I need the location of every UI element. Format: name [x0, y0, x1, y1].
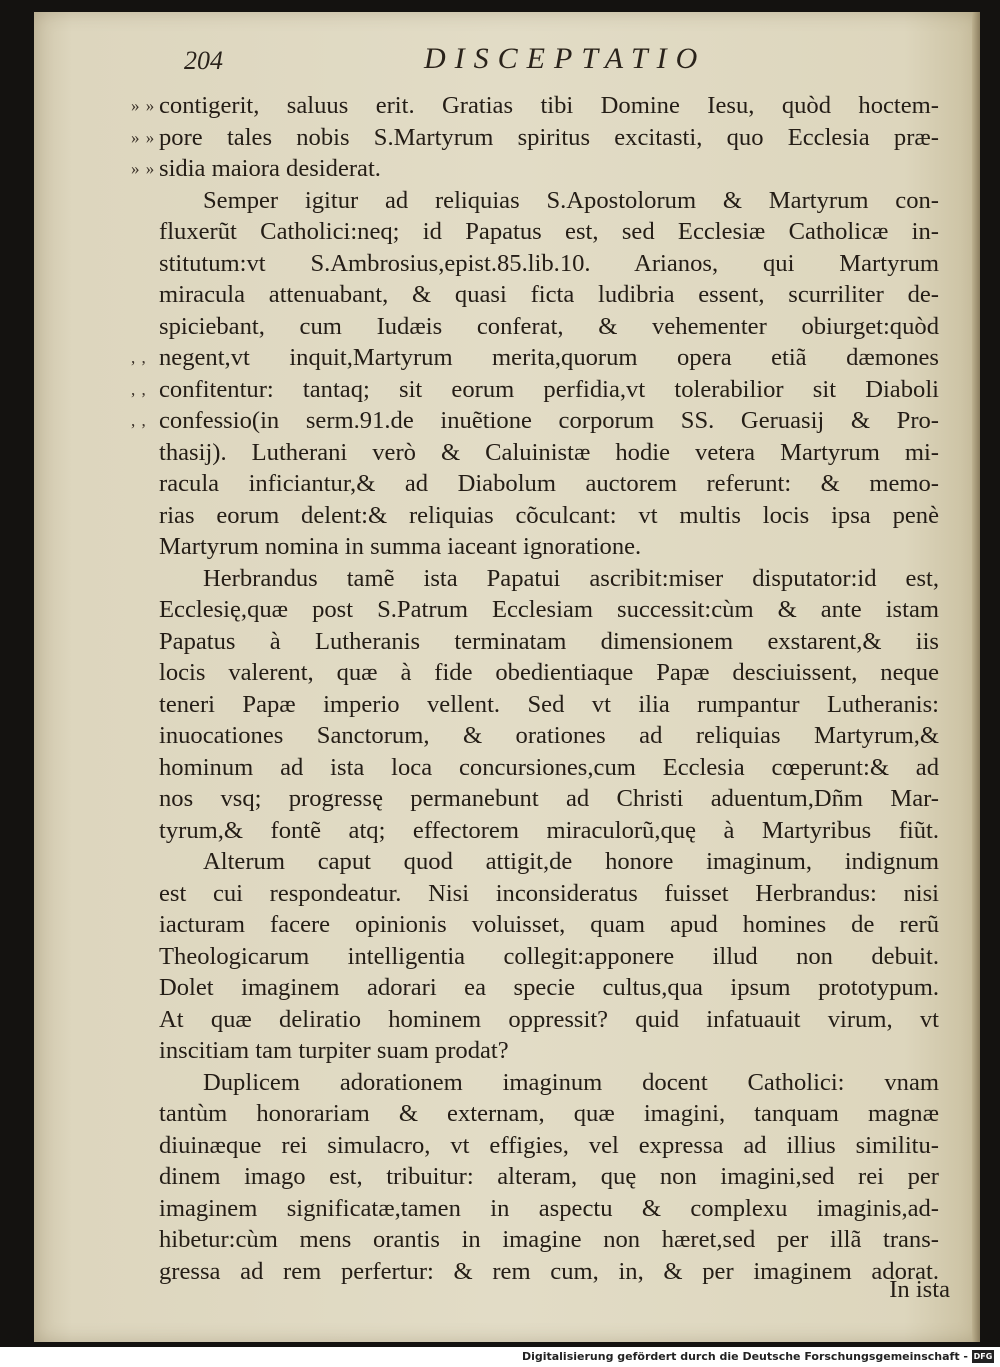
line-text: inscitiam tam turpiter suam prodat? — [159, 1037, 509, 1064]
text-line — [159, 468, 939, 500]
line-text: racula inficiantur,& ad Diabolum auctorem referunt: & memo- — [159, 470, 939, 497]
text-line — [159, 783, 939, 815]
line-text: rias eorum delent:& reliquias cõculcant: vt multis locis ipsa penè — [159, 501, 939, 529]
text-line — [131, 342, 939, 374]
text-line — [159, 1098, 939, 1130]
line-text: teneri Papæ imperio vellent. Sed vt ilia rumpantur Lutheranis: — [159, 690, 939, 718]
line-text: diuinæque rei simulacro, vt effigies, vel expressa ad illius similitu- — [159, 1131, 939, 1159]
line-text: dinem imago est, tribuitur: alteram, quę non imagini,sed rei per — [159, 1163, 939, 1190]
line-text: Semper igitur ad reliquias S.Apostolorum & Martyrum con- — [203, 186, 939, 214]
text-line — [159, 909, 939, 941]
book-page — [34, 12, 980, 1342]
text-line — [159, 720, 939, 752]
line-text: contigerit, saluus erit. Gratias tibi Domine Iesu, quòd hoctem- — [159, 92, 939, 119]
line-text: Theologicarum intelligentia collegit:apponere illud non debuit. — [159, 942, 939, 970]
text-line — [159, 1130, 939, 1162]
footer-bar — [0, 1347, 1000, 1367]
line-text: est cui respondeatur. Nisi inconsideratus fuisset Herbrandus: nisi — [159, 879, 939, 907]
line-text: At quæ deliratio hominem oppressit? quid infatuauit virum, vt — [159, 1005, 939, 1033]
text-line — [159, 594, 939, 626]
catchword: In ista — [889, 1276, 950, 1303]
dfg-logo: DFG — [973, 1352, 993, 1361]
line-text: gressa ad rem perfertur: & rem cum, in, & per imaginem adorat. — [159, 1257, 939, 1285]
line-text: Duplicem adorationem imaginum docent Catholici: vnam — [203, 1068, 939, 1096]
text-line — [159, 846, 939, 878]
line-text: inuocationes Sanctorum, & orationes ad reliquias Martyrum,& — [159, 722, 939, 749]
text-line — [159, 626, 939, 658]
text-line — [159, 941, 939, 973]
text-line — [159, 437, 939, 469]
line-text: tyrum,& fontẽ atq; effectorem miraculorũ,quę à Martyribus fiũt. — [159, 816, 939, 844]
line-text: sidia maiora desiderat. — [159, 155, 381, 182]
line-text: locis valerent, quæ à fide obedientiaque Papæ desciuissent, neque — [159, 659, 939, 686]
line-text: Herbrandus tamẽ ista Papatui ascribit:miser disputator:id est, — [203, 564, 939, 592]
line-text: tantùm honorariam & externam, quæ imagini, tanquam magnæ — [159, 1100, 939, 1127]
text-line — [159, 878, 939, 910]
line-text: iacturam facere opinionis voluisset, quam apud homines de rerũ — [159, 911, 939, 938]
page-number: 204 — [184, 46, 223, 75]
text-line — [159, 1161, 939, 1193]
text-line — [131, 153, 939, 185]
digitization-credit: Digitalisierung gefördert durch die Deutsche Forschungsgemeinschaft - — [521, 1350, 968, 1363]
quotation-mark: , , — [131, 379, 147, 399]
text-line — [159, 1256, 939, 1288]
text-line — [131, 374, 939, 406]
text-line — [159, 1067, 939, 1099]
text-line — [159, 1193, 939, 1225]
text-line — [159, 689, 939, 721]
line-text: confessio(in serm.91.de inuẽtione corporum SS. Geruasij & Pro- — [159, 407, 939, 434]
quotation-mark: » » — [131, 159, 156, 178]
line-text: Alterum caput quod attigit,de honore imaginum, indignum — [203, 848, 939, 875]
line-text: spiciebant, cum Iudæis conferat, & vehementer obiurget:quòd — [159, 312, 939, 340]
text-line — [131, 122, 939, 154]
line-text: thasij). Lutherani verò & Caluinistæ hodie vetera Martyrum mi- — [159, 438, 939, 466]
page-edge — [972, 12, 980, 1342]
line-text: stitutum:vt S.Ambrosius,epist.85.lib.10. Arianos, qui Martyrum — [159, 249, 939, 277]
text-line — [159, 216, 939, 248]
line-text: hominum ad ista loca concursiones,cum Ecclesia cœperunt:& ad — [159, 753, 939, 781]
text-line — [159, 752, 939, 784]
running-title: DISCEPTATIO — [424, 42, 707, 75]
text-line — [131, 90, 939, 122]
line-text: Ecclesię,quæ post S.Patrum Ecclesiam successit:cùm & ante istam — [159, 596, 939, 623]
text-line — [159, 311, 939, 343]
text-line — [159, 185, 939, 217]
line-text: Martyrum nomina in summa iaceant ignoratione. — [159, 533, 642, 560]
text-line — [159, 815, 939, 847]
line-text: negent,vt inquit,Martyrum merita,quorum opera etiã dæmones — [159, 344, 939, 371]
quotation-mark: , , — [131, 411, 147, 430]
line-text: hibetur:cùm mens orantis in imagine non hæret,sed per illã trans- — [159, 1226, 939, 1253]
text-line — [159, 563, 939, 595]
text-line — [131, 405, 939, 437]
quotation-mark: » » — [131, 96, 156, 115]
line-text: fluxerũt Catholici:neq; id Papatus est, sed Ecclesiæ Catholicæ in- — [159, 218, 939, 245]
line-text: Papatus à Lutheranis terminatam dimensionem exstarent,& iis — [159, 627, 939, 655]
line-text: imaginem significatæ,tamen in aspectu & complexu imaginis,ad- — [159, 1194, 939, 1222]
body-text — [131, 90, 939, 1287]
text-line — [159, 1004, 939, 1036]
quotation-mark: » » — [131, 127, 156, 147]
text-line — [159, 972, 939, 1004]
text-line — [159, 657, 939, 689]
page-header — [184, 38, 944, 88]
line-text: pore tales nobis S.Martyrum spiritus excitasti, quo Ecclesia præ- — [159, 123, 939, 151]
line-text: Dolet imaginem adorari ea specie cultus,qua ipsum prototypum. — [159, 974, 939, 1001]
text-line — [159, 279, 939, 311]
text-line — [159, 248, 939, 280]
text-line — [159, 1224, 939, 1256]
quotation-mark: , , — [131, 348, 147, 367]
text-line — [159, 531, 939, 563]
text-line — [159, 1035, 939, 1067]
line-text: nos vsq; progressę permanebunt ad Christi aduentum,Dñm Mar- — [159, 785, 939, 812]
line-text: confitentur: tantaq; sit eorum perfidia,vt tolerabilior sit Diaboli — [159, 375, 939, 403]
line-text: miracula attenuabant, & quasi ficta ludibria essent, scurriliter de- — [159, 281, 939, 308]
text-line — [159, 500, 939, 532]
